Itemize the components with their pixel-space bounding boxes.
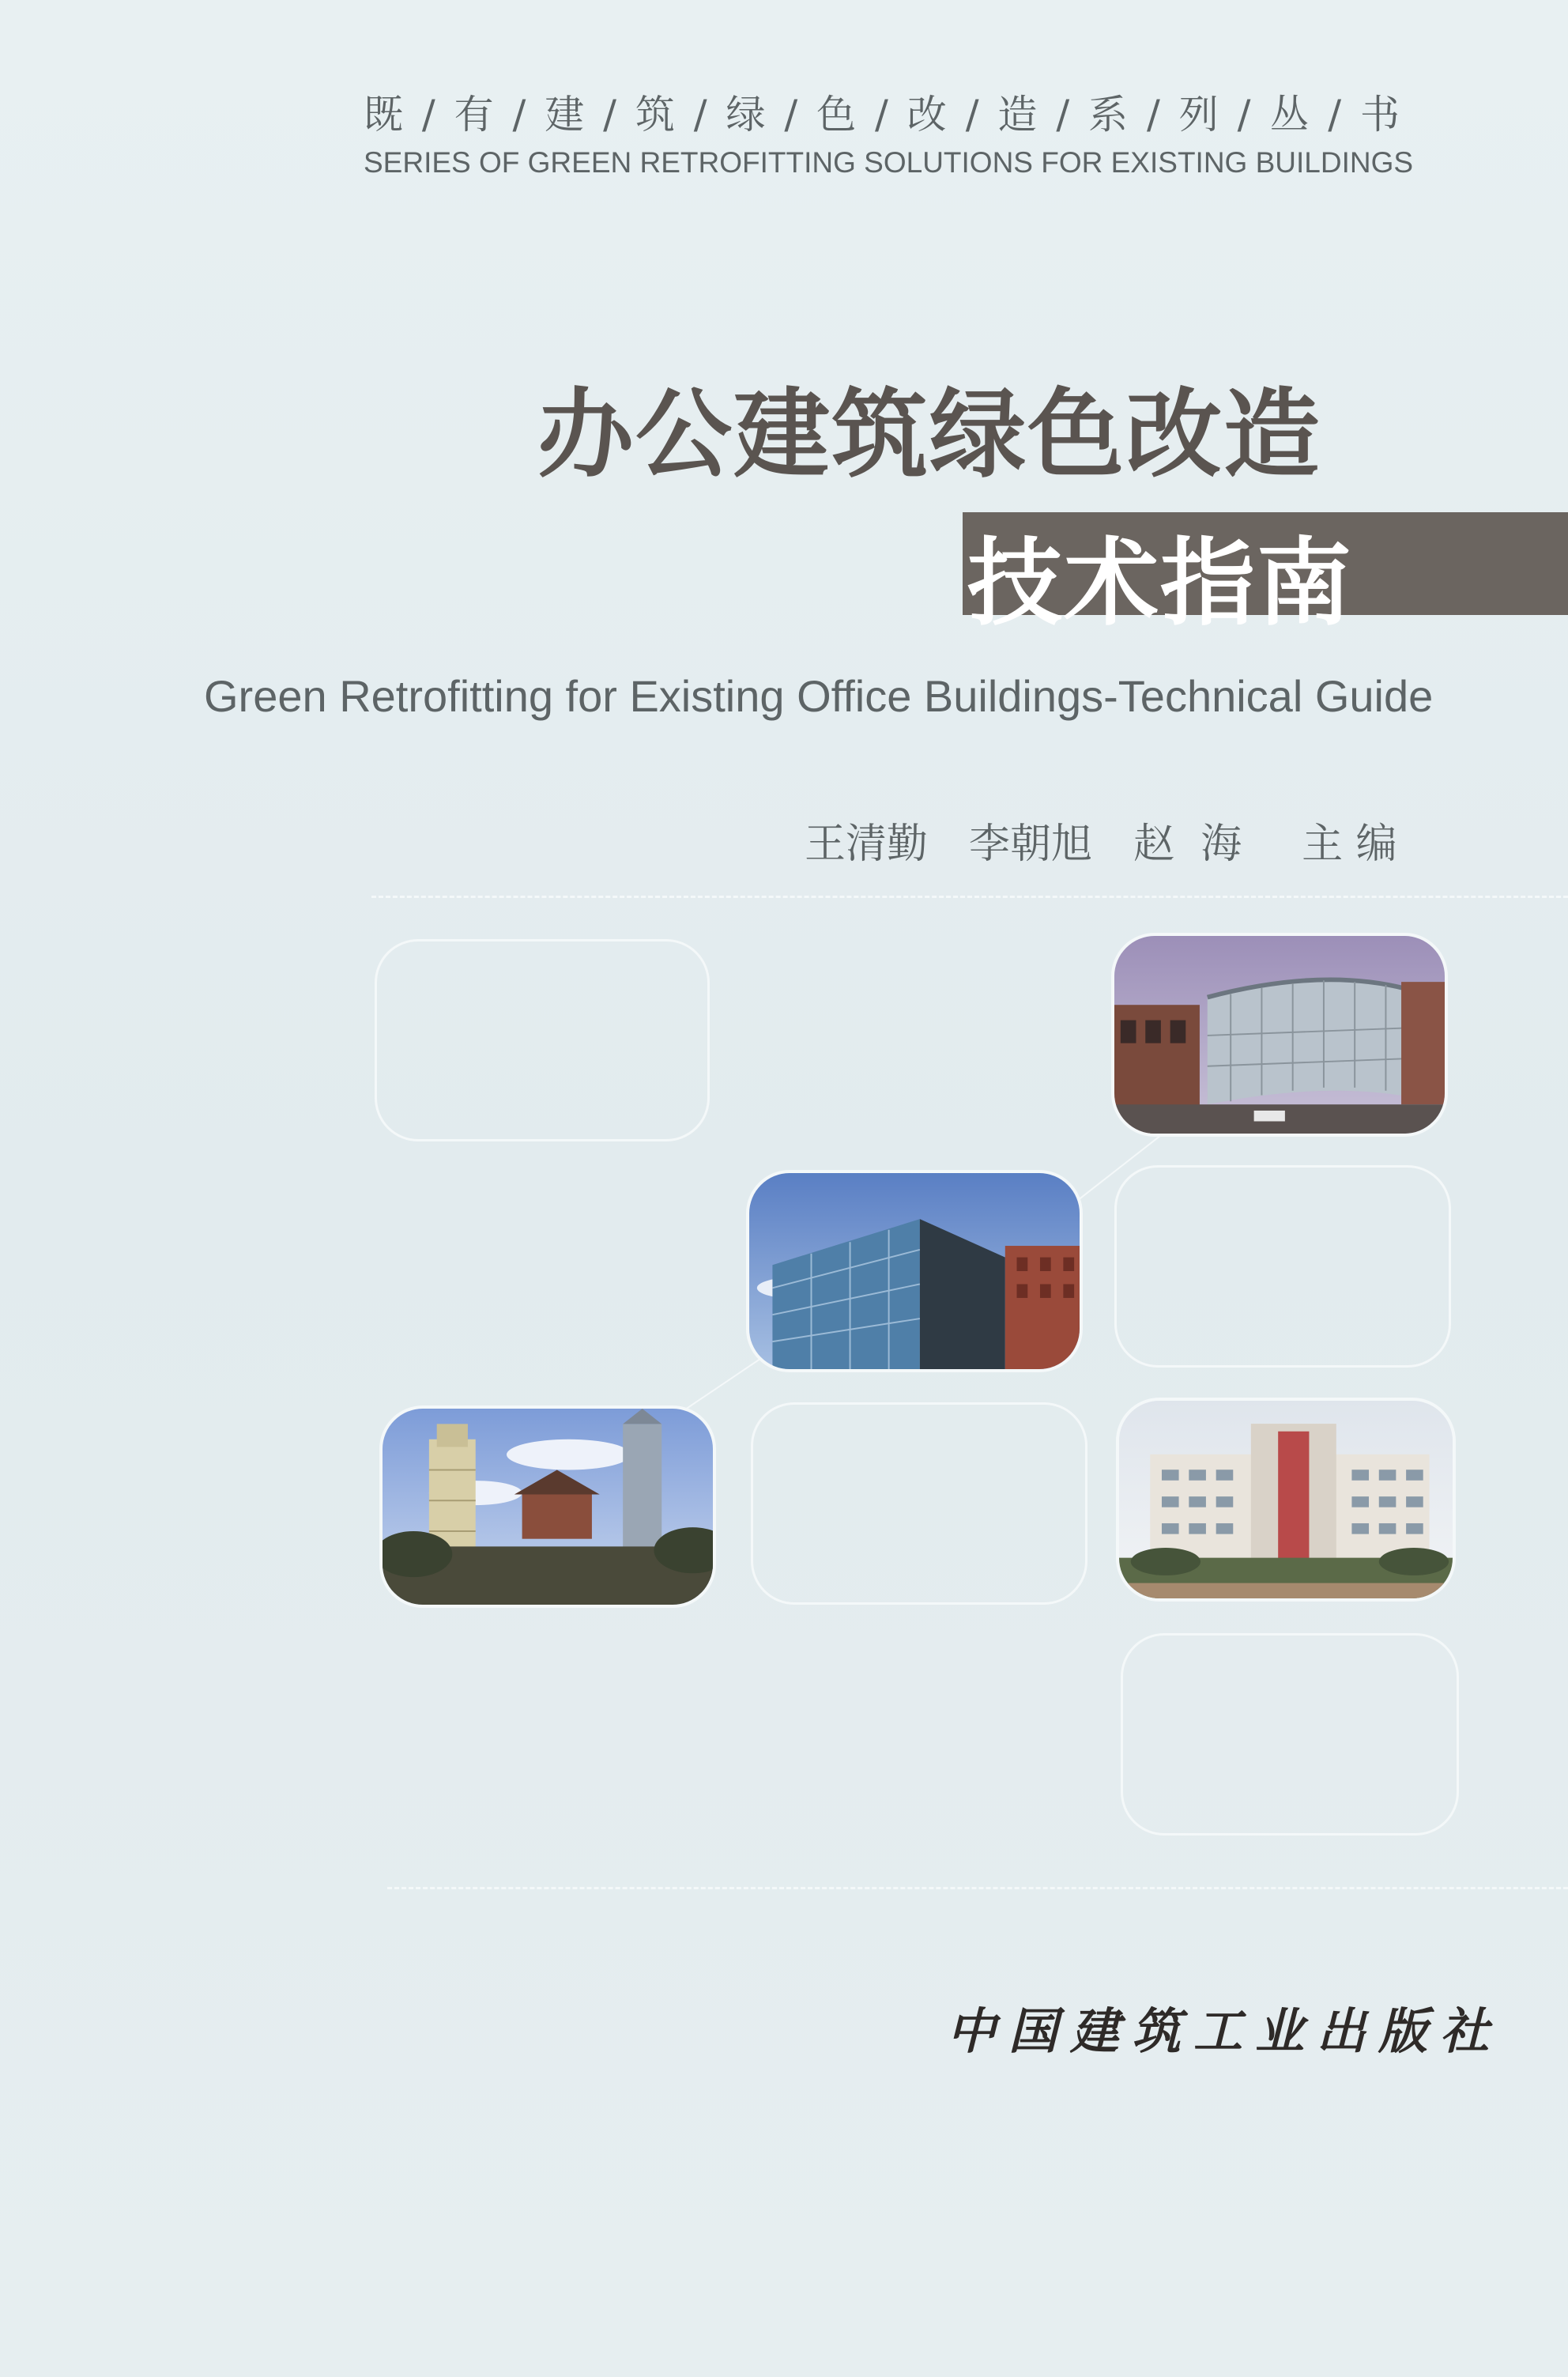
subtitle: 技术指南: [967, 529, 1353, 639]
building-photo-white-office-block: [1116, 1398, 1456, 1602]
author-role: 主 编: [1302, 821, 1397, 868]
publisher-name: 中国建筑工业出版社: [947, 2002, 1502, 2060]
main-title: 办公建筑绿色改造: [537, 379, 1321, 491]
series-title-chinese: 既 / 有 / 建 / 筑 / 绿 / 色 / 改 / 造 / 系 / 列 / 丛 / 书: [364, 92, 1403, 138]
author-name: 赵 海: [1133, 821, 1242, 868]
building-photo-towers-traditional-roof: [379, 1405, 716, 1608]
building-photo-glass-box: [746, 1170, 1083, 1372]
dashed-divider-bottom: [387, 1887, 1568, 1889]
author-name: 王清勤: [805, 821, 929, 868]
empty-tile: [375, 939, 710, 1141]
authors-line: [805, 810, 1397, 870]
empty-tile: [751, 1402, 1087, 1605]
english-title: Green Retrofitting for Existing Office Buildings-Technical Guide: [204, 671, 1434, 721]
empty-tile: [1121, 1633, 1459, 1836]
dashed-divider-top: [371, 896, 1568, 898]
empty-tile: [1114, 1165, 1451, 1368]
series-title-english: SERIES OF GREEN RETROFITTING SOLUTIONS FOR EXISTING BUILDINGS: [364, 146, 1414, 179]
building-photo-curved-glass-office: [1111, 933, 1448, 1137]
author-name: 李朝旭: [969, 821, 1093, 868]
